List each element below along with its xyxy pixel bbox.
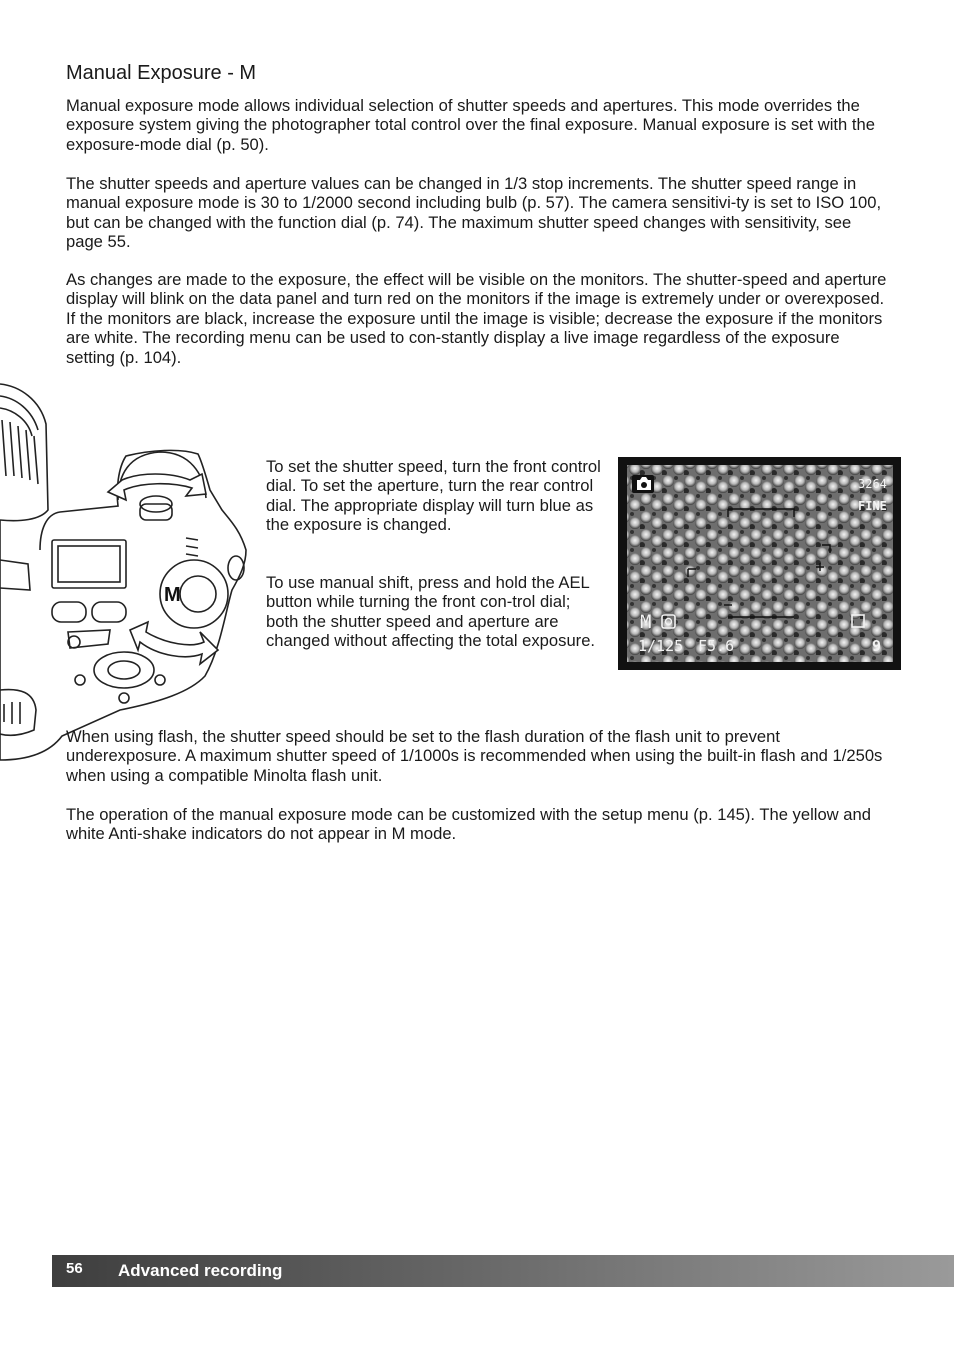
paragraph-intro: Manual exposure mode allows individual selection of shutter speeds and apertures. This mode overrides the exposure system giving the photographer total control over the final exposure. Manual exposure is set with the exposure-mode dial (p. 50). <box>66 96 875 154</box>
paragraph-flash: When using flash, the shutter speed should be set to the flash duration of the flash unit to prevent underexposure. A maximum shutter speed of 1/1000s is recommended when using the built-in flash and 1/250s when using a compatible Minolta flash unit. <box>66 727 883 785</box>
paragraph-customize: The operation of the manual exposure mode can be customized with the setup menu (p. 145). The yellow and white Anti-shake indicators do not appear in M mode. <box>66 805 871 844</box>
paragraph-monitor-effect: As changes are made to the exposure, the effect will be visible on the monitors. The shutter-speed and aperture display will blink on the data panel and turn red on the monitors if the image is extremely under or overexposed. If the monitors are black, increase the exposure until the image is visible; decrease the exposure if the monitors are white. The recording menu can be used to con-stantly display a live image regardless of the exposure setting (p. 104). <box>66 270 887 367</box>
aperture-readout: F5.6 <box>698 637 735 655</box>
lcd-monitor-preview <box>618 457 901 670</box>
paragraph-control-dials: To set the shutter speed, turn the front control dial. To set the aperture, turn the rear control dial. The appropriate display will turn blue as the exposure is changed. <box>266 457 601 535</box>
mode-dial-label: M <box>164 584 181 606</box>
camera-dial-illustration <box>0 380 252 762</box>
exposure-mode-readout: M <box>640 611 652 633</box>
image-quality-readout: FINE <box>858 499 887 513</box>
section-title: Advanced recording <box>118 1261 283 1280</box>
page-footer <box>52 1255 954 1287</box>
paragraph-manual-shift: To use manual shift, press and hold the AEL button while turning the front con-trol dial; both the shutter speed and aperture are changed without affecting the total exposure. <box>266 573 596 651</box>
shutter-speed-readout: 1/125 <box>638 637 684 655</box>
paragraph-shutter-range: The shutter speeds and aperture values can be changed in 1/3 stop increments. The shutter speed range in manual exposure mode is 30 to 1/2000 second including bulb (p. 57). The camera sensitivi-ty is set to ISO 100, but can be changed with the function dial (p. 74). The maximum shutter speed changes with sensitivity, see page 55. <box>66 174 882 252</box>
frame-counter-readout: 9 <box>872 637 882 655</box>
frame-size-readout: 3264 <box>858 477 887 491</box>
page-number: 56 <box>66 1260 83 1277</box>
page-title: Manual Exposure - M <box>66 62 257 84</box>
